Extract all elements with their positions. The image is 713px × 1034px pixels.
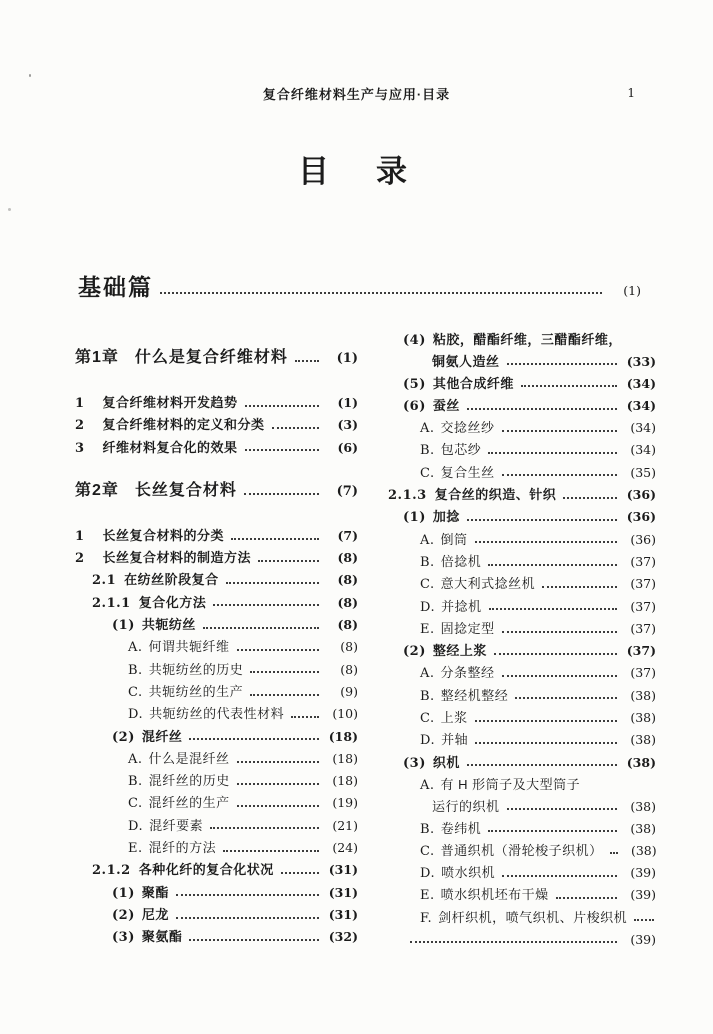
entry-title: 长丝复合材料的分类 <box>102 527 225 543</box>
entry-page: (37) <box>630 553 656 569</box>
entry-number: (2) <box>112 907 135 923</box>
entry-page: (33) <box>626 354 656 370</box>
entry-title: 复合纤维材料的定义和分类 <box>102 417 265 433</box>
entry-title: 混纤丝的历史 <box>148 773 230 789</box>
entry-page: (8) <box>340 639 358 655</box>
dot-leader <box>189 738 319 740</box>
dot-leader <box>237 783 319 785</box>
entry-title: 有 H 形筒子及大型筒子 <box>440 776 581 792</box>
entry-number: A. <box>420 666 435 682</box>
entry-page: (6) <box>337 439 358 455</box>
entry-title: 交捻丝纱 <box>440 420 495 436</box>
section-heading-row <box>78 270 641 304</box>
toc-entry <box>75 926 358 948</box>
dot-leader <box>515 697 617 699</box>
dot-leader <box>488 452 617 454</box>
entry-title: 聚酯 <box>141 884 169 900</box>
entry-number: A. <box>128 640 143 656</box>
entry-page: (21) <box>332 817 358 833</box>
toc-entry <box>388 774 656 796</box>
entry-title: 分条整经 <box>440 665 495 681</box>
entry-title: 铜氨人造丝 <box>432 354 500 370</box>
entry-number: (3) <box>112 930 135 946</box>
toc-entry <box>75 792 358 814</box>
entry-page: (32) <box>328 929 358 945</box>
scan-speck <box>8 208 11 211</box>
entry-number: (6) <box>403 398 426 414</box>
toc-entry <box>388 685 656 707</box>
entry-title: 剑杆织机，喷气织机、片梭织机 <box>438 909 628 925</box>
entry-number: 2.1.1 <box>92 595 131 611</box>
entry-title: 何谓共轭纤维 <box>148 639 230 655</box>
toc-column-left <box>75 338 358 949</box>
entry-number: C. <box>128 796 143 812</box>
entry-page: (3) <box>337 417 358 433</box>
toc-entry <box>388 929 656 950</box>
entry-number: (5) <box>403 376 426 392</box>
entry-page: (39) <box>630 887 656 903</box>
toc-entry <box>388 818 656 840</box>
dot-leader <box>634 919 654 921</box>
entry-title: 卷纬机 <box>440 820 482 836</box>
entry-page: (37) <box>630 576 656 592</box>
dot-leader <box>502 631 617 633</box>
entry-title: 整经机整经 <box>440 687 509 703</box>
dot-leader <box>258 560 319 562</box>
entry-title: 倒筒 <box>440 531 468 547</box>
entry-number: B. <box>128 662 143 678</box>
toc-entry <box>388 662 656 684</box>
toc-entry <box>75 859 358 881</box>
toc-entry <box>75 437 358 459</box>
entry-title: 并捻机 <box>441 598 482 614</box>
toc-entry <box>388 439 656 461</box>
dot-leader <box>467 519 617 521</box>
entry-page: (38) <box>630 687 656 703</box>
toc-entry <box>75 636 358 658</box>
dot-leader <box>291 716 319 718</box>
toc-entry <box>388 840 656 862</box>
entry-page: (7) <box>336 483 358 499</box>
entry-page: (36) <box>630 531 656 547</box>
dot-leader <box>295 360 319 362</box>
entry-number: C. <box>420 465 435 481</box>
dot-leader <box>250 671 319 673</box>
entry-number: D. <box>420 733 436 749</box>
toc-entry <box>388 707 656 729</box>
entry-title: 加捻 <box>432 509 460 525</box>
entry-page: (31) <box>328 862 358 878</box>
entry-page: (31) <box>328 884 358 900</box>
entry-title: 什么是混纤丝 <box>148 750 230 766</box>
entry-page: (38) <box>626 754 656 770</box>
entry-page: (36) <box>626 487 656 503</box>
dot-leader <box>237 805 319 807</box>
page-number: 1 <box>627 86 635 100</box>
entry-page: (37) <box>630 598 656 614</box>
entry-number: 第1章 <box>75 349 119 366</box>
toc-entry <box>388 596 656 618</box>
dot-leader <box>213 604 319 606</box>
entry-title: 包芯纱 <box>440 442 482 458</box>
dot-leader <box>610 852 618 854</box>
entry-number: 1 <box>75 528 85 544</box>
toc-entry <box>75 479 358 504</box>
toc-entry <box>75 882 358 904</box>
toc-entry <box>388 573 656 595</box>
toc-entry <box>75 815 358 837</box>
section-label: 基础篇 <box>78 274 153 300</box>
entry-page: (38) <box>630 710 656 726</box>
entry-title: 普通织机（滑轮梭子织机） <box>440 842 603 858</box>
entry-title: 聚氨酯 <box>141 929 183 945</box>
dot-leader <box>556 897 617 899</box>
entry-title: 在纺丝阶段复合 <box>124 572 219 588</box>
entry-number: (4) <box>403 333 426 348</box>
dot-leader <box>189 939 319 941</box>
entry-title: 纤维材料复合化的效果 <box>102 439 238 455</box>
entry-title: 意大利式捻丝机 <box>440 576 536 592</box>
toc-entry <box>75 592 358 614</box>
toc-entry <box>388 551 656 573</box>
entry-page: (10) <box>332 706 358 722</box>
entry-number: B. <box>128 774 143 790</box>
entry-number: (1) <box>112 618 135 634</box>
entry-title: 长丝复合材料的制造方法 <box>102 550 252 566</box>
entry-page: (38) <box>630 842 657 858</box>
dot-leader <box>502 430 617 432</box>
toc-entry <box>388 752 656 774</box>
entry-number: (1) <box>403 510 426 526</box>
toc-entry <box>388 618 656 640</box>
dot-leader <box>410 941 617 943</box>
entry-page: (8) <box>337 594 358 610</box>
dot-leader <box>250 694 319 696</box>
entry-page: (39) <box>630 865 656 881</box>
entry-title: 什么是复合纤维材料 <box>134 349 288 366</box>
entry-page: (31) <box>328 906 358 922</box>
toc-entry <box>388 417 656 439</box>
entry-page: (34) <box>626 397 656 413</box>
dot-leader <box>475 541 617 543</box>
dot-leader <box>231 538 319 540</box>
dot-leader <box>475 720 617 722</box>
toc-entry <box>388 506 656 528</box>
entry-page: (34) <box>626 375 656 391</box>
dot-leader <box>507 363 617 365</box>
toc-entry <box>75 904 358 926</box>
entry-number: A. <box>420 777 435 793</box>
entry-number: 2 <box>75 418 85 434</box>
entry-number: 2.1.3 <box>388 488 427 504</box>
entry-title: 共轭纺丝的代表性材料 <box>149 706 285 722</box>
entry-page: (34) <box>630 442 656 458</box>
entry-page: (37) <box>630 665 656 681</box>
toc-entry <box>388 796 656 817</box>
toc-entry <box>75 748 358 770</box>
entry-page: (36) <box>626 509 656 525</box>
entry-page: (8) <box>337 617 358 633</box>
entry-number: D. <box>420 599 436 615</box>
dot-leader <box>237 649 319 651</box>
entry-page: (34) <box>630 420 656 436</box>
entry-title: 共轭纺丝的生产 <box>148 683 244 699</box>
entry-title: 整经上浆 <box>432 643 487 659</box>
dot-leader <box>542 586 617 588</box>
toc-entry <box>388 529 656 551</box>
running-header: 复合纤维材料生产与应用·目录 <box>262 87 451 102</box>
entry-page: (1) <box>623 283 641 298</box>
entry-title: 并轴 <box>441 732 469 748</box>
toc-entry <box>75 770 358 792</box>
entry-number: (3) <box>403 755 426 771</box>
toc-entry <box>388 373 656 395</box>
dot-leader <box>245 405 319 407</box>
entry-title: 其他合成纤维 <box>432 375 514 391</box>
entry-title: 喷水织机坯布干燥 <box>440 887 549 903</box>
entry-number: D. <box>128 707 144 723</box>
entry-title: 上浆 <box>440 710 468 726</box>
entry-page: (38) <box>630 799 656 815</box>
entry-title: 复合生丝 <box>440 464 495 480</box>
entry-number: C. <box>420 577 435 593</box>
entry-title: 粘胶，醋酯纤维，三醋酯纤维， <box>432 332 622 347</box>
entry-number: A. <box>420 421 435 437</box>
entry-number: C. <box>420 711 435 727</box>
entry-number: (2) <box>112 729 135 745</box>
dot-leader <box>237 761 319 763</box>
entry-title: 混纤的方法 <box>148 840 217 856</box>
toc-entry <box>75 614 358 636</box>
entry-number: C. <box>420 843 435 859</box>
dot-leader <box>223 850 319 852</box>
toc-entry <box>388 907 656 929</box>
entry-page: (8) <box>337 572 358 588</box>
entry-page: (1) <box>337 395 358 410</box>
toc-entry <box>75 703 358 725</box>
dot-leader <box>203 627 319 629</box>
toc-entry <box>75 414 358 436</box>
entry-title: 共轭纺丝 <box>141 617 196 633</box>
dot-leader <box>507 808 617 810</box>
dot-leader <box>489 608 617 610</box>
entry-page: (18) <box>332 773 358 789</box>
entry-title: 混纤丝 <box>141 728 183 744</box>
toc-entry <box>75 346 358 371</box>
entry-number: E. <box>420 621 435 637</box>
dot-leader <box>502 675 617 677</box>
dot-leader <box>226 582 319 584</box>
entry-page: (18) <box>328 728 358 744</box>
toc-entry <box>388 462 656 484</box>
toc-entry <box>388 729 656 751</box>
entry-title: 织机 <box>432 754 460 770</box>
entry-page: (1) <box>336 351 358 366</box>
entry-title: 喷水织机 <box>441 865 496 881</box>
toc-entry <box>388 640 656 662</box>
toc-entry <box>75 659 358 681</box>
entry-number: D. <box>420 866 436 882</box>
dot-leader <box>521 385 617 387</box>
toc-column-right <box>388 329 656 950</box>
entry-title: 长丝复合材料 <box>134 481 237 499</box>
toc-entry <box>388 884 656 906</box>
entry-number: (1) <box>112 885 135 901</box>
entry-title: 运行的织机 <box>432 799 500 815</box>
dot-leader <box>467 408 617 410</box>
toc-entry <box>388 862 656 884</box>
entry-page: (24) <box>332 840 358 856</box>
toc-entry <box>388 329 656 351</box>
toc-entry <box>75 547 358 569</box>
toc-entry <box>75 726 358 748</box>
entry-page: (9) <box>340 683 358 699</box>
entry-number: A. <box>128 751 143 767</box>
toc-entry <box>75 392 358 414</box>
toc-entry <box>75 837 358 859</box>
entry-number: A. <box>420 532 435 548</box>
dot-leader <box>502 474 617 476</box>
entry-number: C. <box>128 684 143 700</box>
entry-number: B. <box>420 821 435 837</box>
entry-page: (18) <box>332 750 358 766</box>
dot-leader <box>176 917 319 919</box>
entry-title: 倍捻机 <box>440 553 482 569</box>
toc-entry <box>75 569 358 591</box>
page-title: 目 录 <box>298 154 415 189</box>
entry-page: (35) <box>630 464 656 480</box>
entry-page: (37) <box>630 620 656 636</box>
dot-leader <box>244 493 319 495</box>
entry-number: 2.1.2 <box>92 863 131 879</box>
toc-entry <box>388 351 656 372</box>
dot-leader <box>488 564 617 566</box>
entry-number: B. <box>420 443 435 459</box>
entry-title: 复合纤维材料开发趋势 <box>102 395 238 410</box>
entry-number: E. <box>128 841 143 857</box>
entry-number: 3 <box>75 440 85 456</box>
entry-title: 各种化纤的复合化状况 <box>138 862 274 878</box>
scan-speck <box>29 74 31 77</box>
entry-page: (39) <box>630 932 656 948</box>
toc-entry <box>388 484 656 506</box>
entry-title: 蚕丝 <box>432 397 460 413</box>
dot-leader <box>281 872 319 874</box>
dot-leader <box>502 875 617 877</box>
entry-number: 2.1 <box>92 573 117 589</box>
dot-leader <box>245 449 319 451</box>
dot-leader <box>563 497 617 499</box>
entry-page: (8) <box>337 550 358 566</box>
entry-page: (38) <box>630 732 656 748</box>
dot-leader <box>210 827 319 829</box>
entry-number: B. <box>420 688 435 704</box>
dot-leader <box>467 764 617 766</box>
entry-number: D. <box>128 818 144 834</box>
entry-title: 固捻定型 <box>440 620 495 636</box>
entry-page: (8) <box>340 661 358 677</box>
entry-page: (38) <box>630 820 656 836</box>
entry-number: (2) <box>403 644 426 660</box>
entry-number: F. <box>420 910 433 926</box>
entry-title: 复合化方法 <box>138 594 207 610</box>
entry-number: E. <box>420 888 435 904</box>
entry-title: 混纤要素 <box>149 817 204 833</box>
dot-leader <box>494 653 617 655</box>
dot-leader <box>176 894 319 896</box>
entry-title: 尼龙 <box>141 906 169 922</box>
entry-title: 共轭纺丝的历史 <box>148 661 244 677</box>
entry-number: B. <box>420 554 435 570</box>
entry-number: 1 <box>75 396 85 411</box>
toc-entry <box>75 525 358 547</box>
dot-leader <box>475 742 617 744</box>
dot-leader <box>488 830 617 832</box>
entry-page: (7) <box>337 527 358 543</box>
entry-title: 混纤丝的生产 <box>148 795 230 811</box>
entry-title: 复合丝的织造、针织 <box>434 487 557 503</box>
dot-leader <box>160 292 602 294</box>
toc-entry <box>75 681 358 703</box>
entry-page: (19) <box>332 795 358 811</box>
entry-number: 第2章 <box>75 481 119 499</box>
entry-page: (37) <box>626 643 656 659</box>
entry-number: 2 <box>75 551 85 567</box>
toc-entry <box>388 395 656 417</box>
dot-leader <box>272 427 319 429</box>
